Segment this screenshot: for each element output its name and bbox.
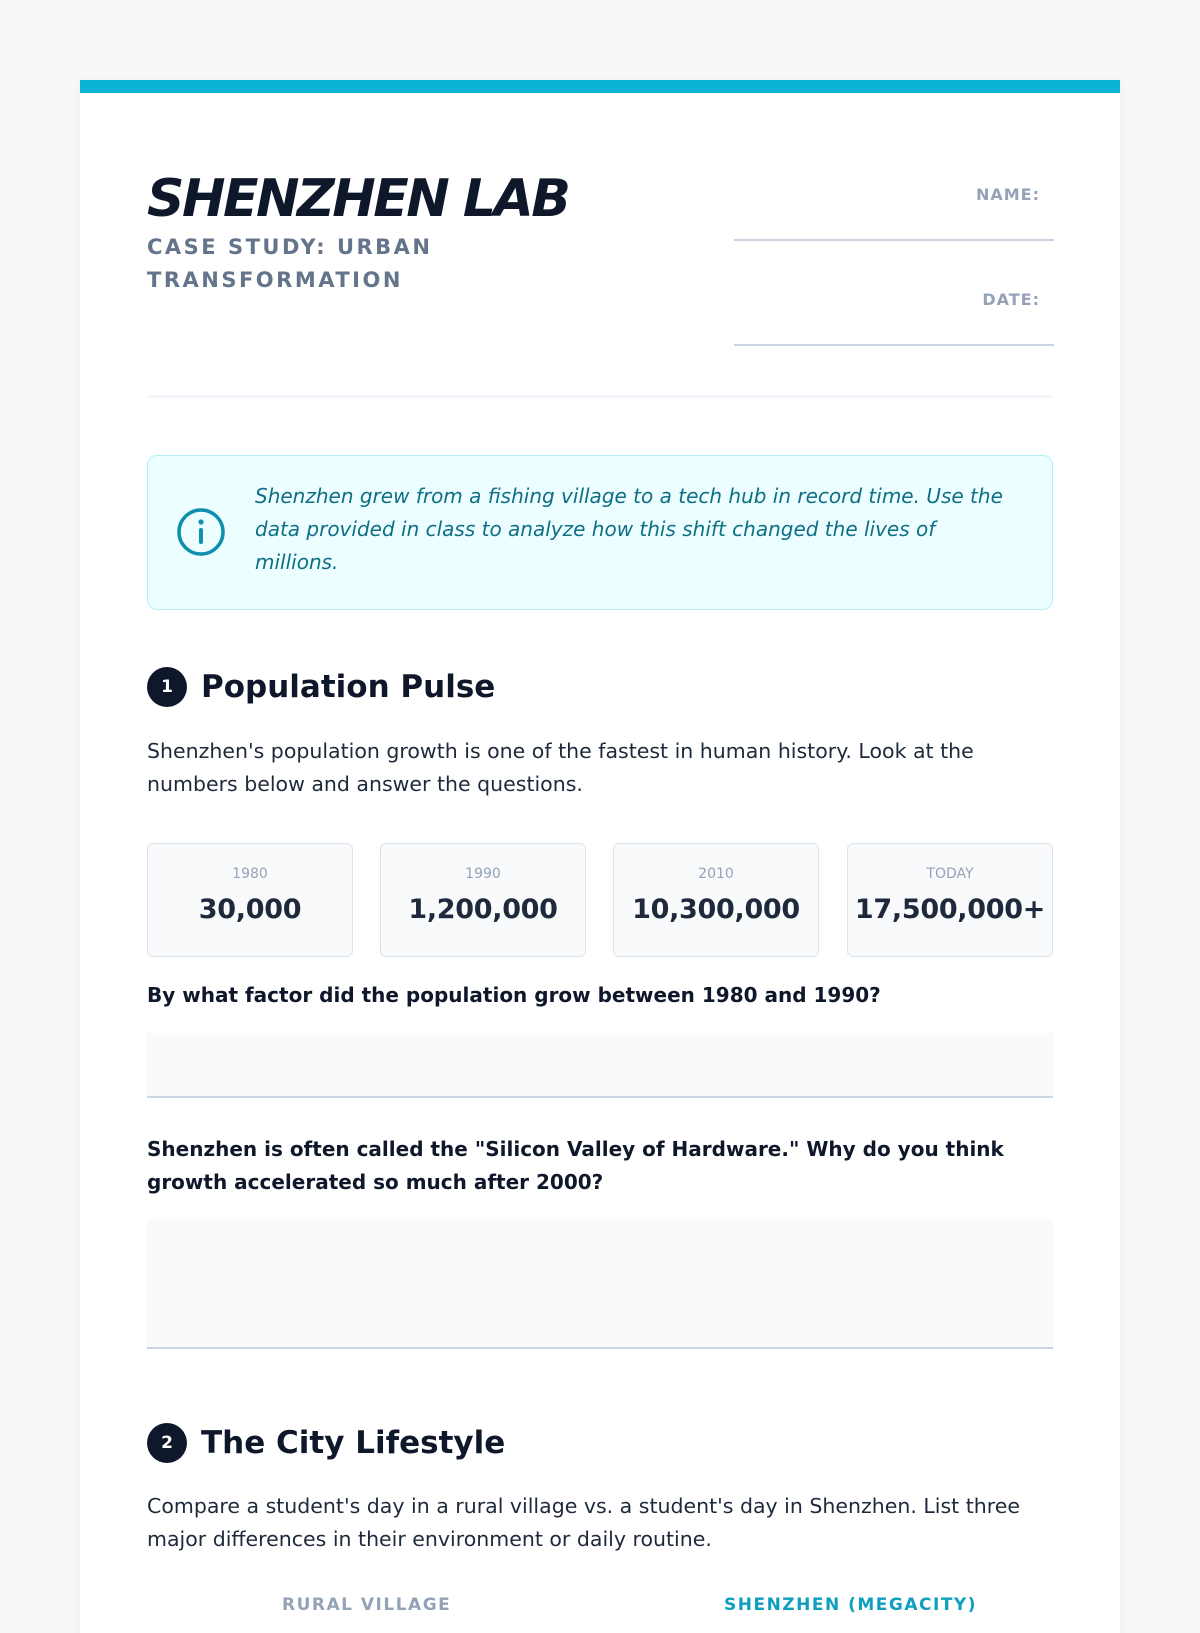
name-label: NAME:: [975, 185, 1040, 204]
question-2: Shenzhen is often called the "Silicon Valley of Hardware." Why do you think growth accelerated so much after 2000?: [147, 1137, 1004, 1194]
answer-field-2[interactable]: [147, 1219, 1053, 1349]
name-field[interactable]: [734, 239, 1054, 241]
worksheet-page: [80, 80, 1120, 1633]
column-header-megacity: SHENZHEN (MEGACITY): [724, 1595, 978, 1615]
stat-year: 1990: [465, 866, 501, 882]
section-2-title: The City Lifestyle: [201, 1425, 506, 1461]
section-2-number: 2: [147, 1423, 187, 1463]
section-2-header: [147, 1421, 1053, 1465]
stat-card-2010: [613, 843, 819, 957]
intro-callout: [147, 455, 1053, 610]
column-header-rural: RURAL VILLAGE: [282, 1595, 452, 1615]
stat-year: TODAY: [926, 866, 974, 882]
section-1-intro: Shenzhen's population growth is one of the fastest in human history. Look at the numbers below and answer the questions.: [147, 739, 974, 796]
stat-value: 17,500,000+: [854, 894, 1046, 925]
stat-value: 10,300,000: [632, 894, 800, 925]
stat-card-1980: [147, 843, 353, 957]
page-subtitle: CASE STUDY: URBAN TRANSFORMATION: [147, 235, 433, 292]
stat-value: 30,000: [198, 894, 302, 925]
question-1: By what factor did the population grow between 1980 and 1990?: [147, 983, 881, 1007]
date-label: DATE:: [982, 290, 1040, 309]
stat-year: 2010: [698, 866, 734, 882]
page-title: SHENZHEN LAB: [147, 169, 569, 229]
date-field[interactable]: [734, 344, 1054, 346]
stat-card-1990: [380, 843, 586, 957]
section-2-intro: Compare a student's day in a rural village vs. a student's day in Shenzhen. List three major differences in their environment or daily routine.: [147, 1494, 1020, 1551]
header-divider: [147, 395, 1053, 398]
stat-value: 1,200,000: [408, 894, 558, 925]
callout-text: Shenzhen grew from a fishing village to a tech hub in record time. Use the data provided in class to analyze how this shift changed the lives of millions.: [255, 484, 1003, 574]
stat-year: 1980: [232, 866, 268, 882]
section-1-header: [147, 665, 1053, 709]
section-1-title: Population Pulse: [201, 669, 496, 705]
answer-field-1[interactable]: [147, 1033, 1053, 1098]
info-icon: [176, 507, 226, 557]
stat-card-today: [847, 843, 1053, 957]
section-1-number: 1: [147, 667, 187, 707]
